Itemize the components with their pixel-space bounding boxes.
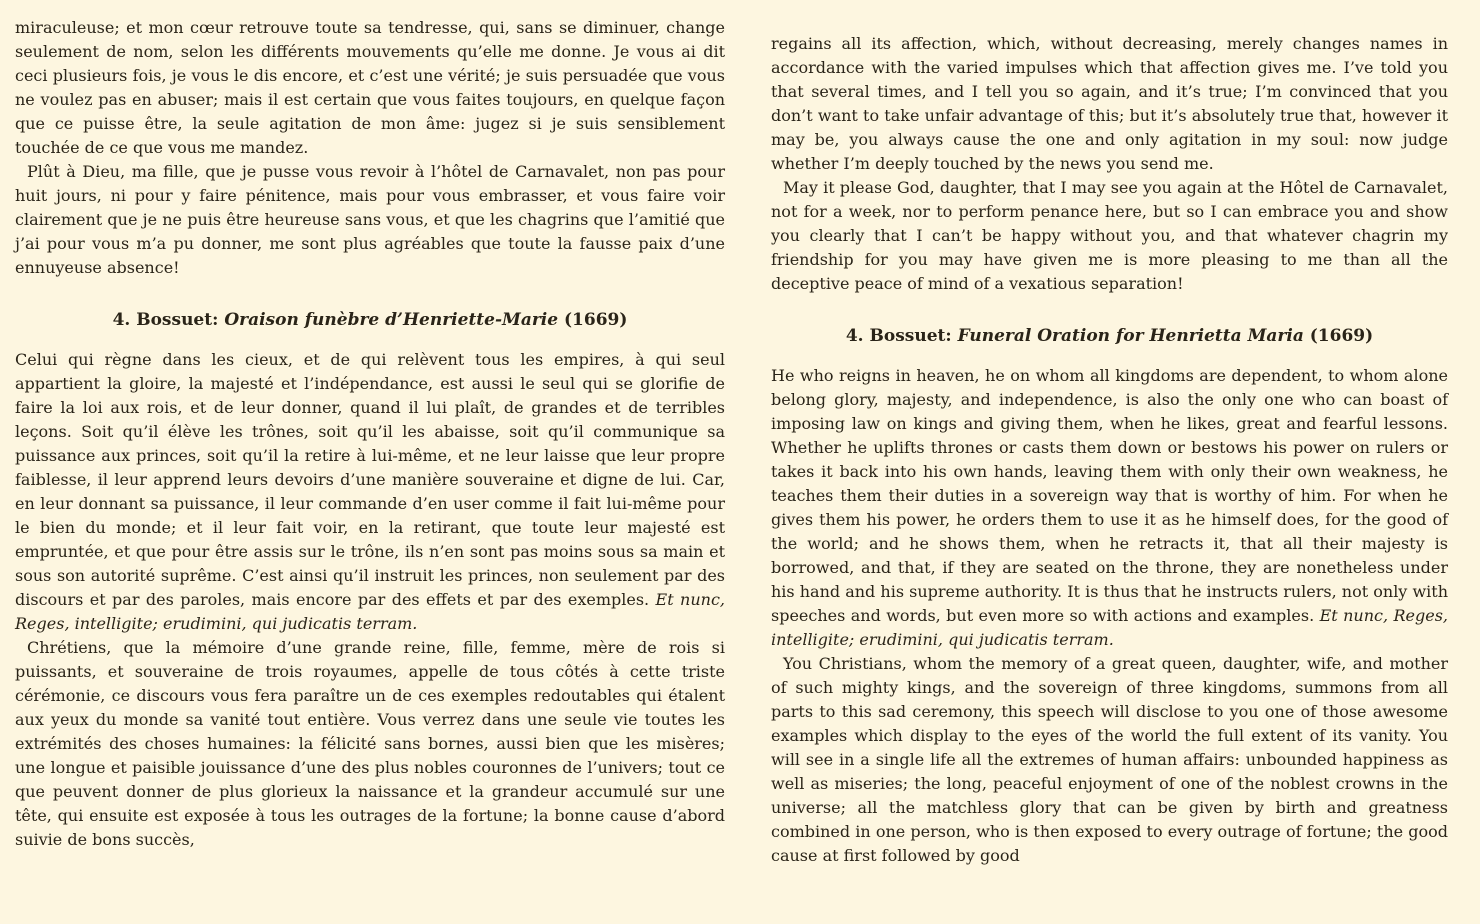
paragraph-3-text: He who reigns in heaven, he on whom all kingdoms are dependent, to whom alone belong glory, majesty, and independence, is also the only one who can boast of imposing law on kings and giving them, when he likes, great and fearful lessons. Whether he uplifts thrones or casts them down or bestows his power on rulers or takes it back into his own hands, leaving them with only their own weakness, he teaches them their duties in a sovereign way that is worthy of him. For when he gives them his power, he orders them to use it as he himself does, for the good of the world; and he shows them, when he retracts it, that all their majesty is borrowed, and that, if they are seated on the throne, they are nonetheless under his hand and his supreme authority. It is thus that he instructs rulers, not only with speeches and words, but even more so with actions and examples. xyxy=(771,366,1448,625)
heading-title: Funeral Oration for Henrietta Maria xyxy=(957,326,1304,346)
paragraph-3 xyxy=(15,348,725,636)
paragraph-4: Chrétiens, que la mémoire d’une grande reine, fille, femme, mère de rois si puissants, et souveraine de trois royaumes, appelle de tous côtés à cette triste cérémonie, ce discours vous fera paraître un de ces exemples redoutables qui étalent aux yeux du monde sa vanité tout entière. Vous verrez dans une seule vie toutes les extrémités des choses humaines: la félicité sans bornes, aussi bien que les misères; une longue et paisible jouissance d’une des plus nobles couronnes de l’univers; tout ce que peuvent donner de plus glorieux la naissance et la grandeur accumulé sur une tête, qui ensuite est exposée à tous les outrages de la fortune; la bonne cause d’abord suivie de bons succès, xyxy=(15,638,725,849)
heading-prefix: 4. Bossuet: xyxy=(845,326,958,346)
paragraph-4: You Christians, whom the memory of a great queen, daughter, wife, and mother of such mighty kings, and the sovereign of three kingdoms, summons from all parts to this sad ceremony, this speech will disclose to you one of those awesome examples which display to the eyes of the world the full extent of its vanity. You will see in a single life all the extremes of human affairs: unbounded happiness as well as miseries; the long, peaceful enjoyment of one of the noblest crowns in the universe; all the matchless glory that can be given by birth and greatness combined in one person, who is then exposed to every outrage of fortune; the good cause at first followed by good xyxy=(771,654,1448,865)
paragraph-1: regains all its affection, which, without decreasing, merely changes names in accordance with the varied impulses which that affection gives me. I’ve told you that several times, and I tell you so again, and it’s true; I’m convinced that you don’t want to take unfair advantage of this; but it’s absolutely true that, however it may be, you always cause the one and only agitation in my soul: now judge whether I’m deeply touched by the news you send me. xyxy=(771,34,1448,173)
paragraph-3-text: Celui qui règne dans les cieux, et de qui relèvent tous les empires, à qui seul appartient la gloire, la majesté et l’indépendance, est aussi le seul qui se glorifie de faire la loi aux rois, et de leur donner, quand il lui plaît, de grandes et de terribles leçons. Soit qu’il élève les trônes, soit qu’il les abaisse, soit qu’il communique sa puissance aux princes, soit qu’il la retire à lui-même, et ne leur laisse que leur propre faiblesse, il leur apprend leurs devoirs d’une manière souveraine et digne de lui. Car, en leur donnant sa puissance, il leur commande d’en user comme il fait lui-même pour le bien du monde; et il leur fait voir, en la retirant, que toute leur majesté est empruntée, et que pour être assis sur le trône, ils n’en sont pas moins sous sa main et sous son autorité suprême. C’est ainsi qu’il instruit les princes, non seulement par des discours et par des paroles, mais encore par des effets et par des exemples. xyxy=(15,350,725,609)
paragraph-2: Plût à Dieu, ma fille, que je pusse vous revoir à l’hôtel de Carnavalet, non pas pour huit jours, ni pour y faire pénitence, mais pour vous embrasser, et vous faire voir clairement que je ne puis être heureuse sans vous, et que les chagrins que l’amitié que j’ai pour vous m’a pu donner, me sont plus agréables que toute la fausse paix d’une ennuyeuse absence! xyxy=(15,162,725,277)
latin-quote: Et nunc, Reges, intelligite; erudimini, qui judicatis terram. xyxy=(771,606,1449,649)
left-page-french xyxy=(15,16,725,852)
right-page-english xyxy=(771,32,1448,868)
section-heading xyxy=(15,308,725,332)
latin-quote: Et nunc, Reges, intelligite; erudimini, qui judicatis terram. xyxy=(15,590,726,633)
heading-title: Oraison funèbre d’Henriette-Marie xyxy=(224,310,559,330)
paragraph-2: May it please God, daughter, that I may see you again at the Hôtel de Carnavalet, not for a week, nor to perform penance here, but so I can embrace you and show you clearly that I can’t be happy without you, and that whatever chagrin my friendship for you may have given me is more pleasing to me than all the deceptive peace of mind of a vexatious separation! xyxy=(771,178,1448,293)
heading-prefix: 4. Bossuet: xyxy=(112,310,225,330)
heading-suffix: (1669) xyxy=(558,310,628,330)
heading-suffix: (1669) xyxy=(1303,326,1374,346)
paragraph-1: miraculeuse; et mon cœur retrouve toute sa tendresse, qui, sans se diminuer, change seulement de nom, selon les différents mouvements qu’elle me donne. Je vous ai dit ceci plusieurs fois, je vous le dis encore, et c’est une vérité; je suis persuadée que vous ne voulez pas en abuser; mais il est certain que vous faites toujours, en quelque façon que ce puisse être, la seule agitation de mon âme: jugez si je suis sensiblement touchée de ce que vous me mandez. xyxy=(15,18,725,157)
paragraph-3 xyxy=(771,364,1448,652)
section-heading xyxy=(771,324,1448,348)
